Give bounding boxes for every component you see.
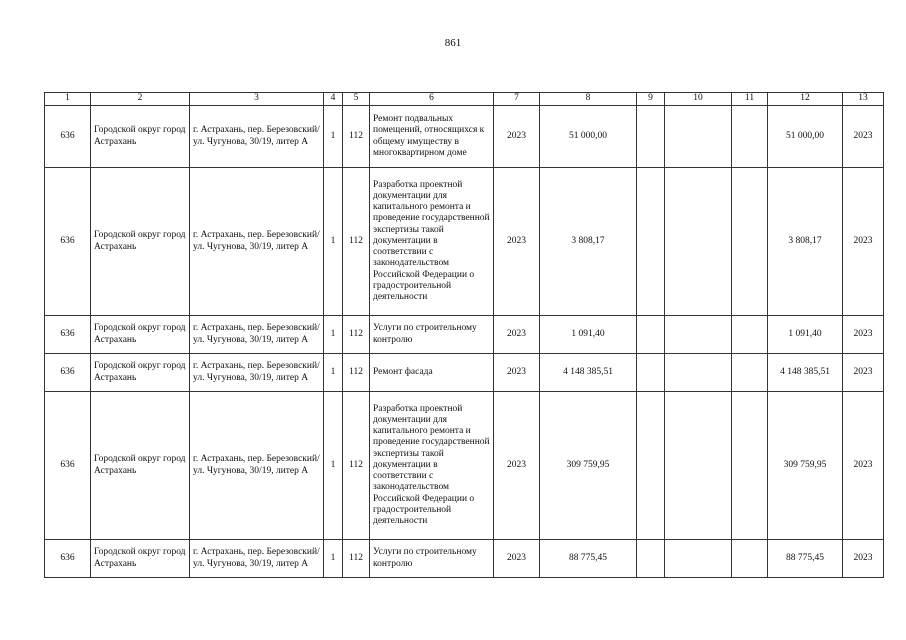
cell-amount: 88 775,45 bbox=[540, 540, 637, 578]
cell-work-type: Ремонт фасада bbox=[370, 354, 494, 392]
column-header: 8 bbox=[540, 93, 637, 106]
cell-id: 636 bbox=[45, 168, 91, 316]
cell-address: г. Астрахань, пер. Березовский/ ул. Чугунова, 30/19, литер А bbox=[190, 354, 324, 392]
cell-col4: 1 bbox=[324, 106, 343, 168]
cell-year-end: 2023 bbox=[843, 316, 884, 354]
table-row bbox=[45, 106, 884, 168]
cell-id: 636 bbox=[45, 106, 91, 168]
page-number: 861 bbox=[444, 37, 462, 49]
cell-col5: 112 bbox=[343, 392, 370, 540]
cell-address: г. Астрахань, пер. Березовский/ ул. Чугунова, 30/19, литер А bbox=[190, 540, 324, 578]
column-header: 9 bbox=[637, 93, 665, 106]
table-row bbox=[45, 316, 884, 354]
column-header: 7 bbox=[494, 93, 540, 106]
cell-work-type: Разработка проектной документации для капитального ремонта и проведение государственной экспертизы такой документации в соответствии с законодательством Российской Федерации о градостроительной деятельности bbox=[370, 392, 494, 540]
table-row bbox=[45, 540, 884, 578]
cell-col11 bbox=[732, 354, 768, 392]
table-row bbox=[45, 354, 884, 392]
cell-col5: 112 bbox=[343, 354, 370, 392]
cell-amount-total: 3 808,17 bbox=[768, 168, 843, 316]
cell-col4: 1 bbox=[324, 316, 343, 354]
cell-col9 bbox=[637, 354, 665, 392]
cell-id: 636 bbox=[45, 354, 91, 392]
cell-id: 636 bbox=[45, 392, 91, 540]
cell-col9 bbox=[637, 392, 665, 540]
cell-col11 bbox=[732, 106, 768, 168]
cell-amount-total: 88 775,45 bbox=[768, 540, 843, 578]
data-table bbox=[44, 92, 884, 578]
cell-col11 bbox=[732, 392, 768, 540]
table-row bbox=[45, 392, 884, 540]
cell-year: 2023 bbox=[494, 168, 540, 316]
cell-col9 bbox=[637, 316, 665, 354]
cell-col5: 112 bbox=[343, 316, 370, 354]
cell-amount-total: 4 148 385,51 bbox=[768, 354, 843, 392]
cell-year-end: 2023 bbox=[843, 106, 884, 168]
cell-col9 bbox=[637, 540, 665, 578]
cell-col10 bbox=[665, 540, 732, 578]
cell-address: г. Астрахань, пер. Березовский/ ул. Чугунова, 30/19, литер А bbox=[190, 168, 324, 316]
cell-col11 bbox=[732, 168, 768, 316]
cell-address: г. Астрахань, пер. Березовский/ ул. Чугунова, 30/19, литер А bbox=[190, 106, 324, 168]
cell-amount-total: 1 091,40 bbox=[768, 316, 843, 354]
cell-col9 bbox=[637, 168, 665, 316]
column-header: 1 bbox=[45, 93, 91, 106]
column-header: 10 bbox=[665, 93, 732, 106]
column-header: 12 bbox=[768, 93, 843, 106]
cell-col4: 1 bbox=[324, 168, 343, 316]
cell-amount: 309 759,95 bbox=[540, 392, 637, 540]
cell-amount: 3 808,17 bbox=[540, 168, 637, 316]
header-row bbox=[45, 93, 884, 106]
cell-id: 636 bbox=[45, 540, 91, 578]
table-row bbox=[45, 168, 884, 316]
column-header: 4 bbox=[324, 93, 343, 106]
cell-year-end: 2023 bbox=[843, 540, 884, 578]
cell-col10 bbox=[665, 106, 732, 168]
cell-address: г. Астрахань, пер. Березовский/ ул. Чугунова, 30/19, литер А bbox=[190, 316, 324, 354]
cell-municipality: Городской округ город Астрахань bbox=[91, 540, 190, 578]
cell-col10 bbox=[665, 354, 732, 392]
cell-year: 2023 bbox=[494, 540, 540, 578]
column-header: 2 bbox=[91, 93, 190, 106]
cell-col5: 112 bbox=[343, 540, 370, 578]
cell-work-type: Ремонт подвальных помещений, относящихся к общему имуществу в многоквартирном доме bbox=[370, 106, 494, 168]
cell-municipality: Городской округ город Астрахань bbox=[91, 316, 190, 354]
cell-municipality: Городской округ город Астрахань bbox=[91, 354, 190, 392]
cell-municipality: Городской округ город Астрахань bbox=[91, 106, 190, 168]
cell-municipality: Городской округ город Астрахань bbox=[91, 392, 190, 540]
cell-amount-total: 51 000,00 bbox=[768, 106, 843, 168]
cell-year: 2023 bbox=[494, 106, 540, 168]
cell-col11 bbox=[732, 540, 768, 578]
cell-amount: 1 091,40 bbox=[540, 316, 637, 354]
cell-year: 2023 bbox=[494, 354, 540, 392]
column-header: 3 bbox=[190, 93, 324, 106]
cell-col4: 1 bbox=[324, 540, 343, 578]
cell-id: 636 bbox=[45, 316, 91, 354]
cell-work-type: Услуги по строительному контролю bbox=[370, 316, 494, 354]
cell-col11 bbox=[732, 316, 768, 354]
cell-year-end: 2023 bbox=[843, 168, 884, 316]
cell-col5: 112 bbox=[343, 168, 370, 316]
cell-col9 bbox=[637, 106, 665, 168]
cell-work-type: Услуги по строительному контролю bbox=[370, 540, 494, 578]
cell-year-end: 2023 bbox=[843, 354, 884, 392]
cell-col5: 112 bbox=[343, 106, 370, 168]
cell-year: 2023 bbox=[494, 392, 540, 540]
column-header: 5 bbox=[343, 93, 370, 106]
column-header: 6 bbox=[370, 93, 494, 106]
cell-amount: 4 148 385,51 bbox=[540, 354, 637, 392]
cell-address: г. Астрахань, пер. Березовский/ ул. Чугунова, 30/19, литер А bbox=[190, 392, 324, 540]
cell-col10 bbox=[665, 392, 732, 540]
cell-work-type: Разработка проектной документации для капитального ремонта и проведение государственной экспертизы такой документации в соответствии с законодательством Российской Федерации о градостроительной деятельности bbox=[370, 168, 494, 316]
cell-col10 bbox=[665, 316, 732, 354]
cell-amount: 51 000,00 bbox=[540, 106, 637, 168]
column-header: 11 bbox=[732, 93, 768, 106]
cell-year: 2023 bbox=[494, 316, 540, 354]
cell-municipality: Городской округ город Астрахань bbox=[91, 168, 190, 316]
column-header: 13 bbox=[843, 93, 884, 106]
cell-col4: 1 bbox=[324, 392, 343, 540]
cell-amount-total: 309 759,95 bbox=[768, 392, 843, 540]
cell-col4: 1 bbox=[324, 354, 343, 392]
cell-col10 bbox=[665, 168, 732, 316]
cell-year-end: 2023 bbox=[843, 392, 884, 540]
